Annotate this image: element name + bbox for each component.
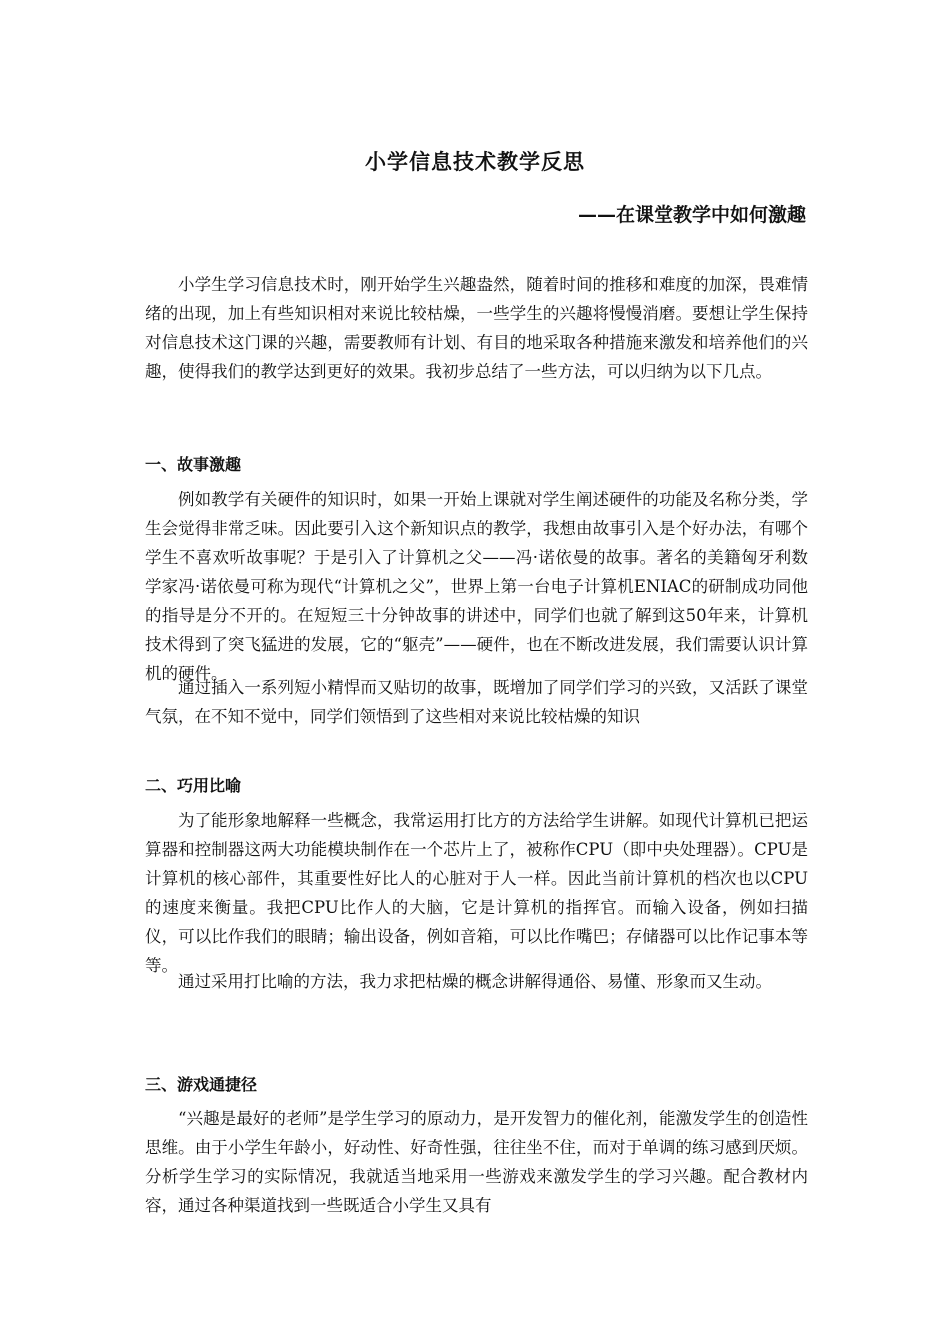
section-2-paragraph-1: 为了能形象地解释一些概念，我常运用打比方的方法给学生讲解。如现代计算机已把运算器和控制器这两大功能模块制作在一个芯片上了，被称作CPU（即中央处理器）。CPU是计算机的核心部件，其重要性好比人的心脏对于人一样。因此当前计算机的档次也以CPU的速度来衡量。我把CPU比作人的大脑，它是计算机的指挥官。而输入设备，例如扫描仪，可以比作我们的眼睛；输出设备，例如音箱，可以比作嘴巴；存储器可以比作记事本等等。 (145, 811, 808, 975)
section-2-paragraph-2: 通过采用打比喻的方法，我力求把枯燥的概念讲解得通俗、易懂、形象而又生动。 (178, 972, 772, 991)
document-subtitle: ——在课堂教学中如何激趣 (577, 204, 806, 226)
section-1-paragraph-2: 通过插入一系列短小精悍而又贴切的故事，既增加了同学们学习的兴致，又活跃了课堂气氛，在不知不觉中，同学们领悟到了这些相对来说比较枯燥的知识 (145, 678, 808, 726)
intro-paragraph: 小学生学习信息技术时，刚开始学生兴趣盎然，随着时间的推移和难度的加深，畏难情绪的出现，加上有些知识相对来说比较枯燥，一些学生的兴趣将慢慢消磨。要想让学生保持对信息技术这门课的兴趣，需要教师有计划、有目的地采取各种措施来激发和培养他们的兴趣，使得我们的教学达到更好的效果。我初步总结了一些方法，可以归纳为以下几点。 (145, 275, 808, 381)
section-3-paragraph-1: “兴趣是最好的老师”是学生学习的原动力，是开发智力的催化剂，能激发学生的创造性思维。由于小学生年龄小，好动性、好奇性强，往往坐不住，而对于单调的练习感到厌烦。分析学生学习的实际情况，我就适当地采用一些游戏来激发学生的学习兴趣。配合教材内容，通过各种渠道找到一些既适合小学生又具有 (145, 1109, 808, 1215)
section-1-paragraph-1: 例如教学有关硬件的知识时，如果一开始上课就对学生阐述硬件的功能及名称分类，学生会觉得非常乏味。因此要引入这个新知识点的教学，我想由故事引入是个好办法，有哪个学生不喜欢听故事呢？于是引入了计算机之父——冯·诺依曼的故事。著名的美籍匈牙利数学家冯·诺依曼可称为现代“计算机之父”，世界上第一台电子计算机ENIAC的研制成功同他的指导是分不开的。在短短三十分钟故事的讲述中，同学们也就了解到这50年来，计算机技术得到了突飞猛进的发展，它的“躯壳”——硬件，也在不断改进发展，我们需要认识计算机的硬件。 (145, 490, 808, 683)
section-2-heading: 二、巧用比喻 (145, 776, 242, 795)
document-title: 小学信息技术教学反思 (365, 149, 585, 174)
section-3-heading: 三、游戏通捷径 (145, 1075, 258, 1094)
section-1-heading: 一、故事激趣 (145, 455, 242, 474)
